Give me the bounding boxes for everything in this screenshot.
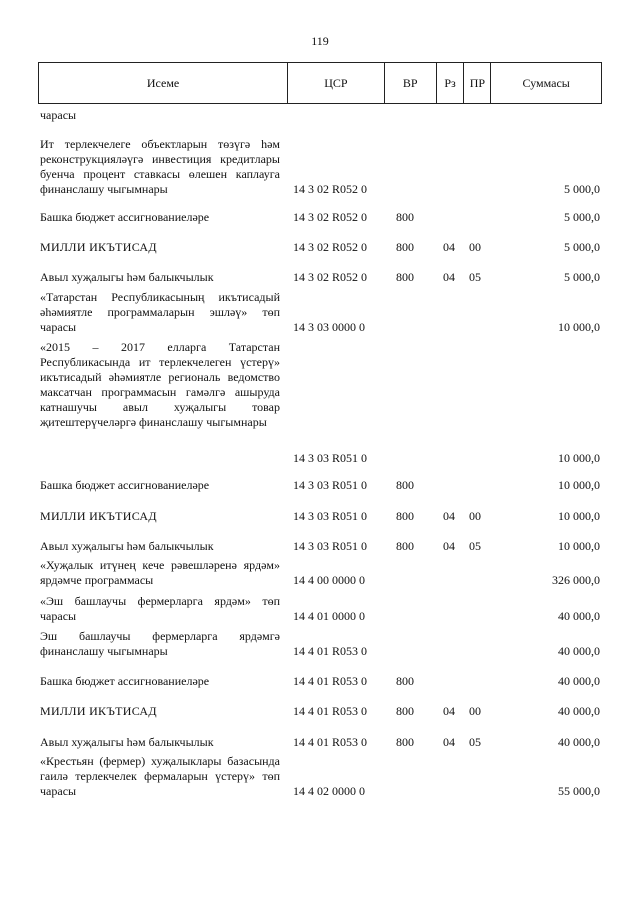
row-csr: 14 4 00 0000 0: [293, 573, 365, 587]
row-name: «Крестьян (фермер) хуҗалыклары базасында гаилә терлекчелек фермаларын үстерү» төп чарасы: [40, 754, 280, 798]
row-vr: 800: [396, 478, 414, 492]
row-csr: 14 3 03 R051 0: [293, 509, 368, 523]
row-csr: 14 3 02 R052 0: [293, 240, 368, 254]
row-sum: 5 000,0: [564, 182, 600, 196]
row-csr: 14 3 03 R051 0: [293, 451, 368, 465]
row-csr: 14 4 01 R053 0: [293, 674, 368, 688]
row-pr: 00: [469, 240, 481, 254]
header-rz: Рз: [437, 63, 465, 103]
row-csr: 14 3 02 R052 0: [293, 182, 368, 196]
row-pr: 05: [469, 735, 481, 749]
row-name: Авыл хуҗалыгы һәм балыкчылык: [40, 270, 214, 284]
row-name: Башка бюджет ассигнованиеләре: [40, 478, 210, 492]
row-rz: 04: [443, 509, 455, 523]
row-name: Авыл хуҗалыгы һәм балыкчылык: [40, 539, 214, 553]
header-sum: Суммасы: [522, 75, 570, 90]
row-csr: 14 4 02 0000 0: [293, 784, 365, 798]
row-sum: 326 000,0: [552, 573, 600, 587]
row-csr: 14 4 01 R053 0: [293, 644, 368, 658]
row-vr: 800: [396, 539, 414, 553]
row-rz: 04: [443, 539, 455, 553]
row-name: МИЛЛИ ИКЪТИСАД: [40, 704, 157, 718]
row-pr: 05: [469, 270, 481, 284]
row-name: чарасы: [40, 108, 77, 122]
row-vr: 800: [396, 270, 414, 284]
row-sum: 40 000,0: [558, 674, 600, 688]
row-sum: 5 000,0: [564, 210, 600, 224]
row-pr: 00: [469, 509, 481, 523]
row-name: Эш башлаучы фермерларга ярдәмгә финанслашу чыгымнары: [40, 629, 280, 658]
row-sum: 10 000,0: [558, 320, 600, 334]
row-vr: 800: [396, 674, 414, 688]
page-number: 119: [311, 34, 329, 48]
row-name: Ит терлекчелеге объектларын төзүгә һәм реконструкцияләүгә инвестиция кредитлары буенча процент ставкасы өлешен каплауга финанслашу чыгымнары: [40, 137, 280, 196]
row-csr: 14 4 01 R053 0: [293, 704, 368, 718]
row-sum: 10 000,0: [558, 509, 600, 523]
row-csr: 14 3 02 R052 0: [293, 270, 368, 284]
row-csr: 14 4 01 R053 0: [293, 735, 368, 749]
row-rz: 04: [443, 240, 455, 254]
row-rz: 04: [443, 704, 455, 718]
row-rz: 04: [443, 735, 455, 749]
row-vr: 800: [396, 509, 414, 523]
row-sum: 40 000,0: [558, 735, 600, 749]
row-sum: 40 000,0: [558, 609, 600, 623]
row-csr: 14 3 03 0000 0: [293, 320, 365, 334]
row-name: «Эш башлаучы фермерларга ярдәм» төп чарасы: [40, 594, 280, 623]
row-sum: 40 000,0: [558, 644, 600, 658]
row-sum: 10 000,0: [558, 478, 600, 492]
row-name: Башка бюджет ассигнованиеләре: [40, 210, 210, 224]
row-name: Авыл хуҗалыгы һәм балыкчылык: [40, 735, 214, 749]
header-pr: ПР: [464, 63, 491, 103]
row-vr: 800: [396, 240, 414, 254]
header-name: Исеме: [39, 63, 288, 103]
row-csr: 14 3 03 R051 0: [293, 478, 368, 492]
row-name: «Татарстан Республикасының икътисадый әһәмиятле программаларын эшләү» төп чарасы: [40, 290, 280, 334]
row-sum: 40 000,0: [558, 704, 600, 718]
row-name: «Хуҗалык итүнең кече рәвешләренә ярдәм» ярдәмче программасы: [40, 558, 280, 587]
row-csr: 14 4 01 0000 0: [293, 609, 365, 623]
row-vr: 800: [396, 210, 414, 224]
row-name: Башка бюджет ассигнованиеләре: [40, 674, 210, 688]
row-name: «2015 – 2017 елларга Татарстан Республикасында ит терлекчелеген үстерү» икътисадый әһәмиятле региональ ведомство максатчан программасын гамәлгә ашыруда катнашучы авыл хуҗалыгы товар җитештерүчеләргә финанслашу чыгымнары: [40, 340, 280, 429]
row-csr: 14 3 02 R052 0: [293, 210, 368, 224]
row-vr: 800: [396, 704, 414, 718]
row-name: МИЛЛИ ИКЪТИСАД: [40, 240, 157, 254]
row-sum: 10 000,0: [558, 539, 600, 553]
row-sum: 5 000,0: [564, 270, 600, 284]
row-pr: 05: [469, 539, 481, 553]
row-sum: 5 000,0: [564, 240, 600, 254]
row-rz: 04: [443, 270, 455, 284]
row-name: МИЛЛИ ИКЪТИСАД: [40, 509, 157, 523]
row-sum: 10 000,0: [558, 451, 600, 465]
row-csr: 14 3 03 R051 0: [293, 539, 368, 553]
header-vr: ВР: [385, 63, 437, 103]
row-vr: 800: [396, 735, 414, 749]
row-pr: 00: [469, 704, 481, 718]
row-sum: 55 000,0: [558, 784, 600, 798]
header-csr: ЦСР: [288, 63, 385, 103]
